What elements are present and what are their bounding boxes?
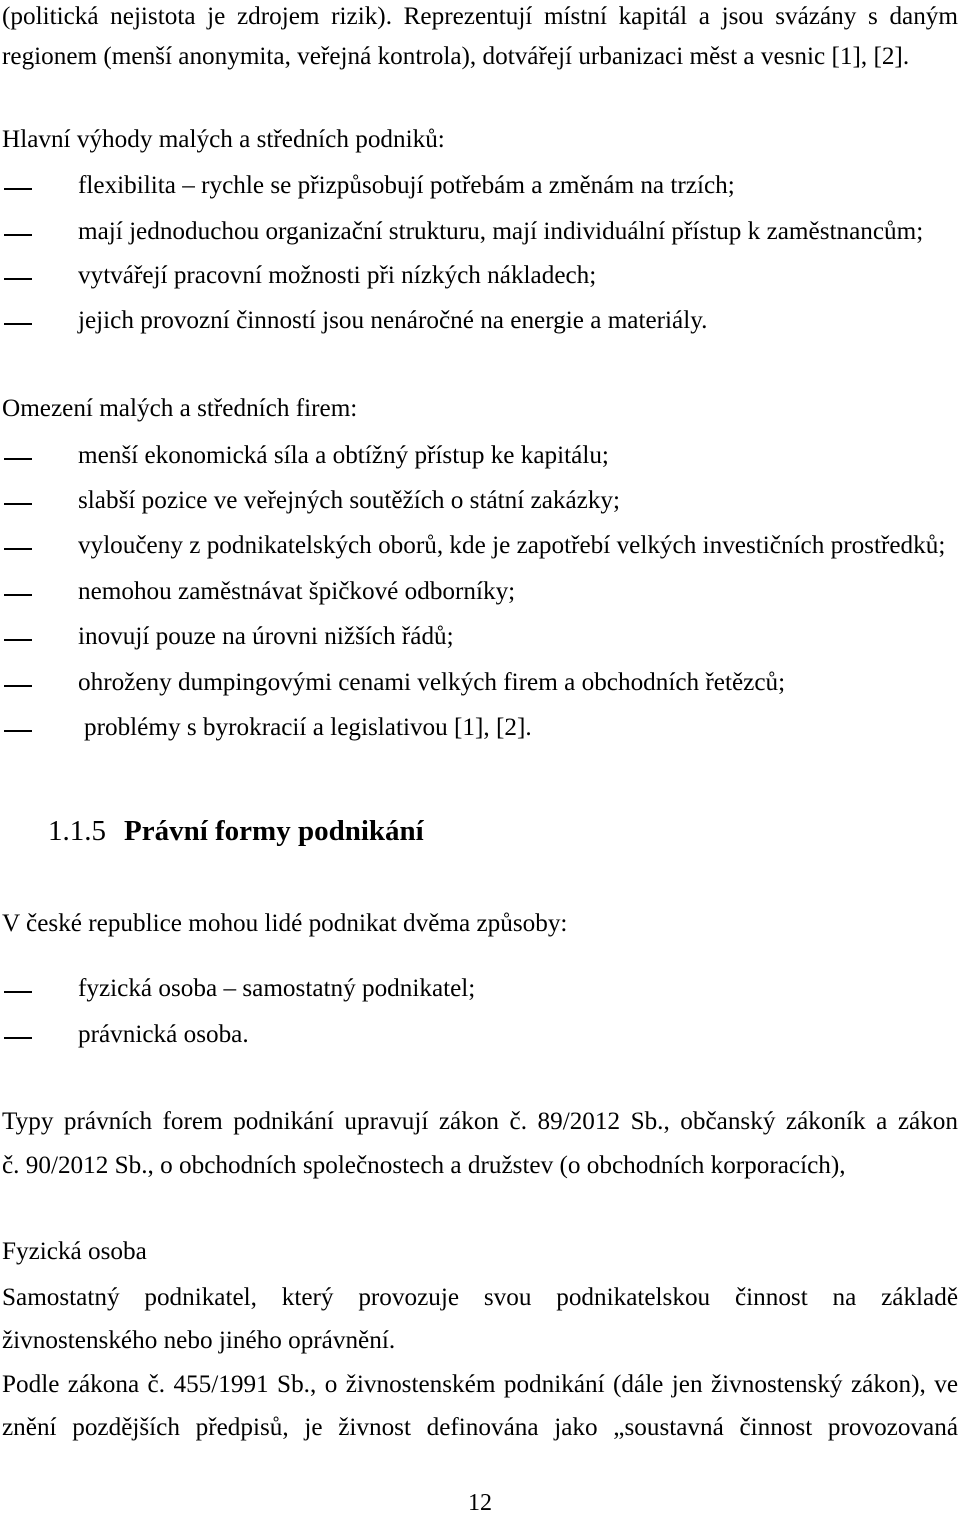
list-item: nemohou zaměstnávat špičkové odborníky; [78,578,516,605]
list-item: mají jednoduchou organizační strukturu, mají individuální přístup k zaměstnancům; [78,218,924,245]
dash-bullet [4,548,32,550]
paragraph-line: č. 90/2012 Sb., o obchodních společnostech a družstev (o obchodních korporacích), [2,1152,846,1179]
list-item: problémy s byrokracií a legislativou [1], [2]. [84,714,532,741]
list-item: menší ekonomická síla a obtížný přístup ke kapitálu; [78,442,609,469]
page-number: 12 [468,1490,492,1515]
dash-bullet [4,503,32,505]
paragraph-line: Podle zákona č. 455/1991 Sb., o živnostenském podnikání (dále jen živnostenský zákon), ve [2,1371,958,1398]
paragraph-line: Samostatný podnikatel, který provozuje svou podnikatelskou činnost na základě [2,1284,958,1311]
list-item: vytvářejí pracovní možnosti při nízkých nákladech; [78,262,597,289]
list-item: fyzická osoba – samostatný podnikatel; [78,975,476,1002]
section-title: Právní formy podnikání [124,815,424,847]
list-heading-advantages: Hlavní výhody malých a středních podniků: [2,126,445,153]
list-item: ohroženy dumpingovými cenami velkých firem a obchodních řetězců; [78,669,786,696]
dash-bullet [4,234,32,236]
paragraph-line: Typy právních forem podnikání upravují zákon č. 89/2012 Sb., občanský zákoník a zákon [2,1108,958,1135]
dash-bullet [4,594,32,596]
section-heading [0,814,960,848]
paragraph-line: (politická nejistota je zdrojem rizik). Reprezentují místní kapitál a jsou svázány s daným [2,3,958,30]
dash-bullet [4,639,32,641]
list-item: jejich provozní činností jsou nenáročné na energie a materiály. [78,307,708,334]
paragraph-line: znění pozdějších předpisů, je živnost definována jako „soustavná činnost provozovaná [2,1414,958,1441]
list-item: inovují pouze na úrovni nižších řádů; [78,623,454,650]
dash-bullet [4,458,32,460]
list-item: slabší pozice ve veřejných soutěžích o státní zakázky; [78,487,621,514]
dash-bullet [4,685,32,687]
list-item: vyloučeny z podnikatelských oborů, kde je zapotřebí velkých investičních prostředků; [78,532,946,559]
subheading-natural-person: Fyzická osoba [2,1238,147,1265]
dash-bullet [4,278,32,280]
paragraph-line: V české republice mohou lidé podnikat dvěma způsoby: [2,910,568,937]
list-heading-limitations: Omezení malých a středních firem: [2,395,358,422]
dash-bullet [4,1037,32,1039]
paragraph-line: živnostenského nebo jiného oprávnění. [2,1327,396,1354]
dash-bullet [4,188,32,190]
dash-bullet [4,323,32,325]
section-number: 1.1.5 [48,815,106,847]
list-item: flexibilita – rychle se přizpůsobují potřebám a změnám na trzích; [78,172,735,199]
paragraph-line: regionem (menší anonymita, veřejná kontrola), dotvářejí urbanizaci měst a vesnic [1], [2]. [2,43,910,70]
list-item: právnická osoba. [78,1021,249,1048]
dash-bullet [4,991,32,993]
dash-bullet [4,730,32,732]
